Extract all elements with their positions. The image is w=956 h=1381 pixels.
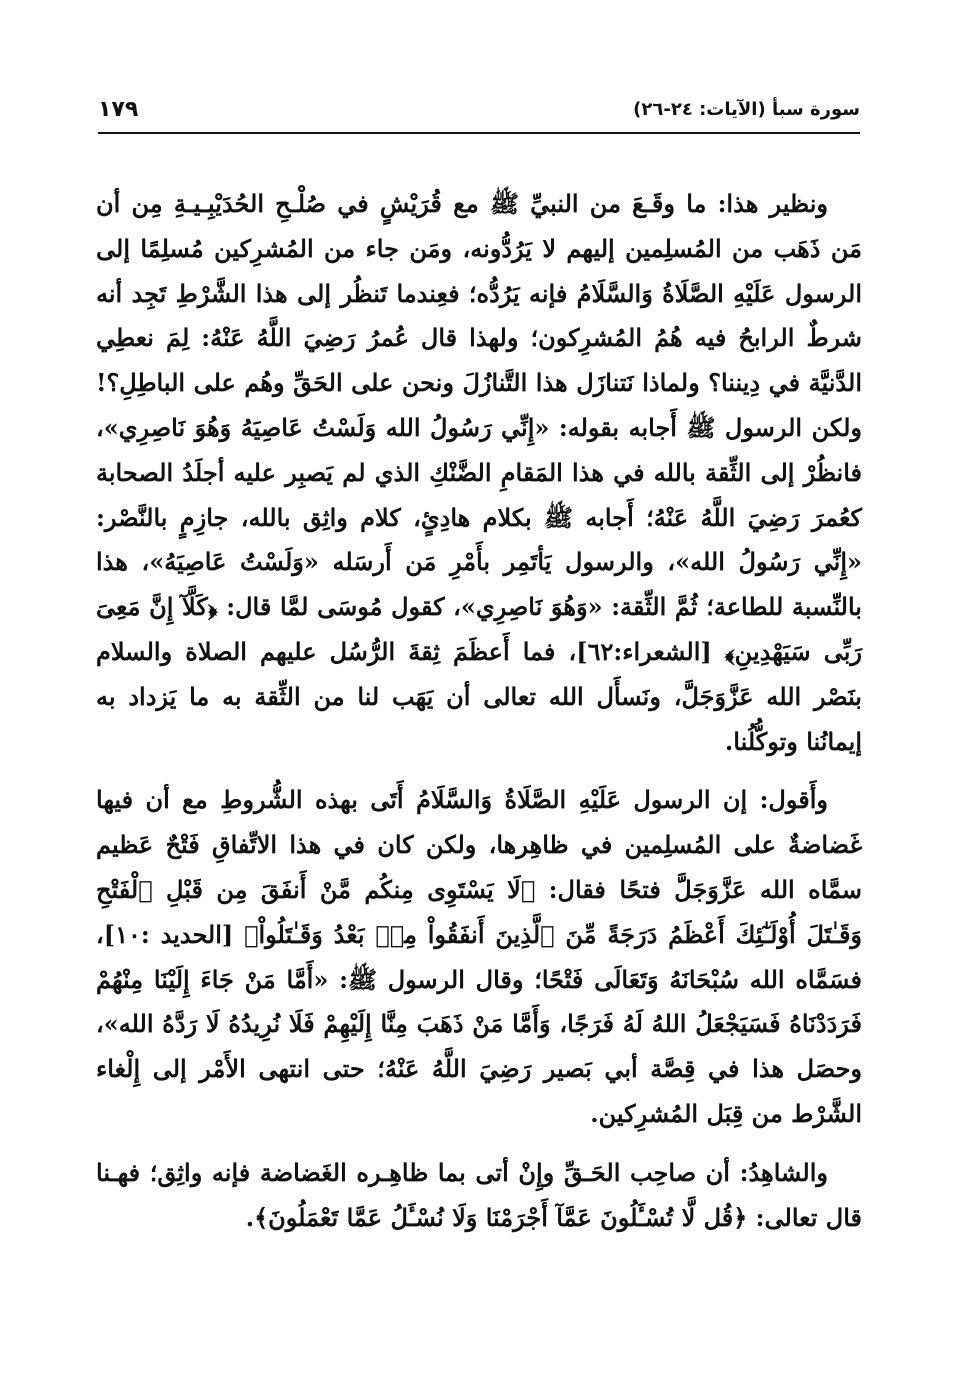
page-header [98,92,860,132]
paragraph-witness: والشاهِدُ: أن صاحِب الحَـقِّ وإِنْ أتى بما ظاهِـره الغَضاضة فإنه واثِق؛ فهـنا قال تعالى: ﴿قُل لَّا تُسْـَٔلُونَ عَمَّآ أَجْرَمْنَا وَلَا نُسْـَٔلُ عَمَّا تَعْمَلُونَ﴾. [96,1157,862,1232]
paragraph-hudaybiyah: ونظير هذا: ما وقَـعَ من النبيِّ ﷺ مع قُرَيْشٍ في صُلْـحِ الحُدَيْبِـيـةِ مِن أن مَن ذَهَب من المُسلِمين إليهم لا يَرُدُّونه، ومَن جاء من المُشرِكين مُسلِمًا إلى الرسول عَلَيْهِ الصَّلَاةُ وَالسَّلَامُ فإنه يَرُدُّه؛ فعِندما تَنظُر إلى هذا الشَّرْطِ تَجِد أنه شرطٌ الرابحُ فيه هُمُ المُشرِكون؛ ولهذا قال عُمرُ رَضِيَ اللَّهُ عَنْهُ: لِمَ نعطِي الدَّنيَّة في دِيننا؟ ولماذا نَتنازَل هذا التَّنازُلَ ونحن على الحَقِّ وهُم على الباطِلِ؟! ولكن الرسول ﷺ أَجابه بقوله: «إِنِّي رَسُولُ الله وَلَسْتُ عَاصِيَهُ وَهُوَ نَاصِرِي»، فانظُرْ إلى الثِّقة بالله في هذا المَقامِ الضَّنْكِ الذي لم يَصبِر عليه أجلَدُ الصحابة كعُمرَ رَضِيَ اللَّهُ عَنْهُ؛ أَجابه ﷺ بكلام هادِئٍ، كلام واثِق بالله، جازِمٍ بالنَّصْر: «إِنِّي رَسُولُ الله»، والرسول يَأتَمِر بأَمْرِ مَن أَرسَله «وَلَسْتُ عَاصِيَهُ»، هذا بالنِّسبة للطاعة؛ ثُمَّ الثِّقة: «وَهُوَ نَاصِرِي»، كقول مُوسَى لمَّا قال: ﴿كَلَّآ إِنَّ مَعِىَ رَبِّى سَيَهْدِينِ﴾ [الشعراء:٦٢]، فما أَعظَمَ ثِقةَ الرُّسُل عليهم الصلاة والسلام بنَصْر الله عَزَّوَجَلَّ، ونَسأَل الله تعالى أن يَهَب لنا من الثِّقة به ما يَزداد به إيمانُنا وتوكُّلُنا. [96,189,863,756]
page-number: ١٧٩ [98,97,139,122]
running-title: سورة سبأ (الآيات: ٢٤-٢٦) [633,99,860,120]
header-divider [98,132,860,134]
page-body [96,182,862,1240]
paragraph-conditions: وأَقول: إن الرسول عَلَيْهِ الصَّلَاةُ وَالسَّلَامُ أَتَى بهذه الشُّروطِ مع أن فيها غَضاضةٌ على المُسلِمين في ظاهِرها، ولكن كان في هذا الاتِّفاقِ فَتْحٌ عَظيم سمَّاه الله عَزَّوَجَلَّ فتحًا فقال: ﴿لَا يَسْتَوِى مِنكُم مَّنْ أَنفَقَ مِن قَبْلِ ٱلْفَتْحِ وَقَـٰتَلَ أُوْلَـٰٓئِكَ أَعْظَمُ دَرَجَةً مِّنَ ٱلَّذِينَ أَنفَقُواْ مِنۢ بَعْدُ وَقَـٰتَلُواْ﴾ [الحديد :١٠]، فسَمَّاه الله سُبْحَانَهُ وَتَعَالَى فَتْحًا؛ وقال الرسول ﷺ: «أَمَّا مَنْ جَاءَ إِلَيْنَا مِنْهُمْ فَرَدَدْنَاهُ فَسَيَجْعَلُ اللهُ لَهُ فَرَجًا، وَأَمَّا مَنْ ذَهَبَ مِنَّا إِلَيْهِمْ فَلَا نُرِيدُهُ لَا رَدَّهُ الله»، وحصَل هذا في قِصَّة أبي بَصير رَضِيَ اللَّهُ عَنْهُ؛ حتى انتهى الأَمْر إلى إِلْغاء الشَّرْط من قِبَل المُشرِكين. [96,785,863,1128]
